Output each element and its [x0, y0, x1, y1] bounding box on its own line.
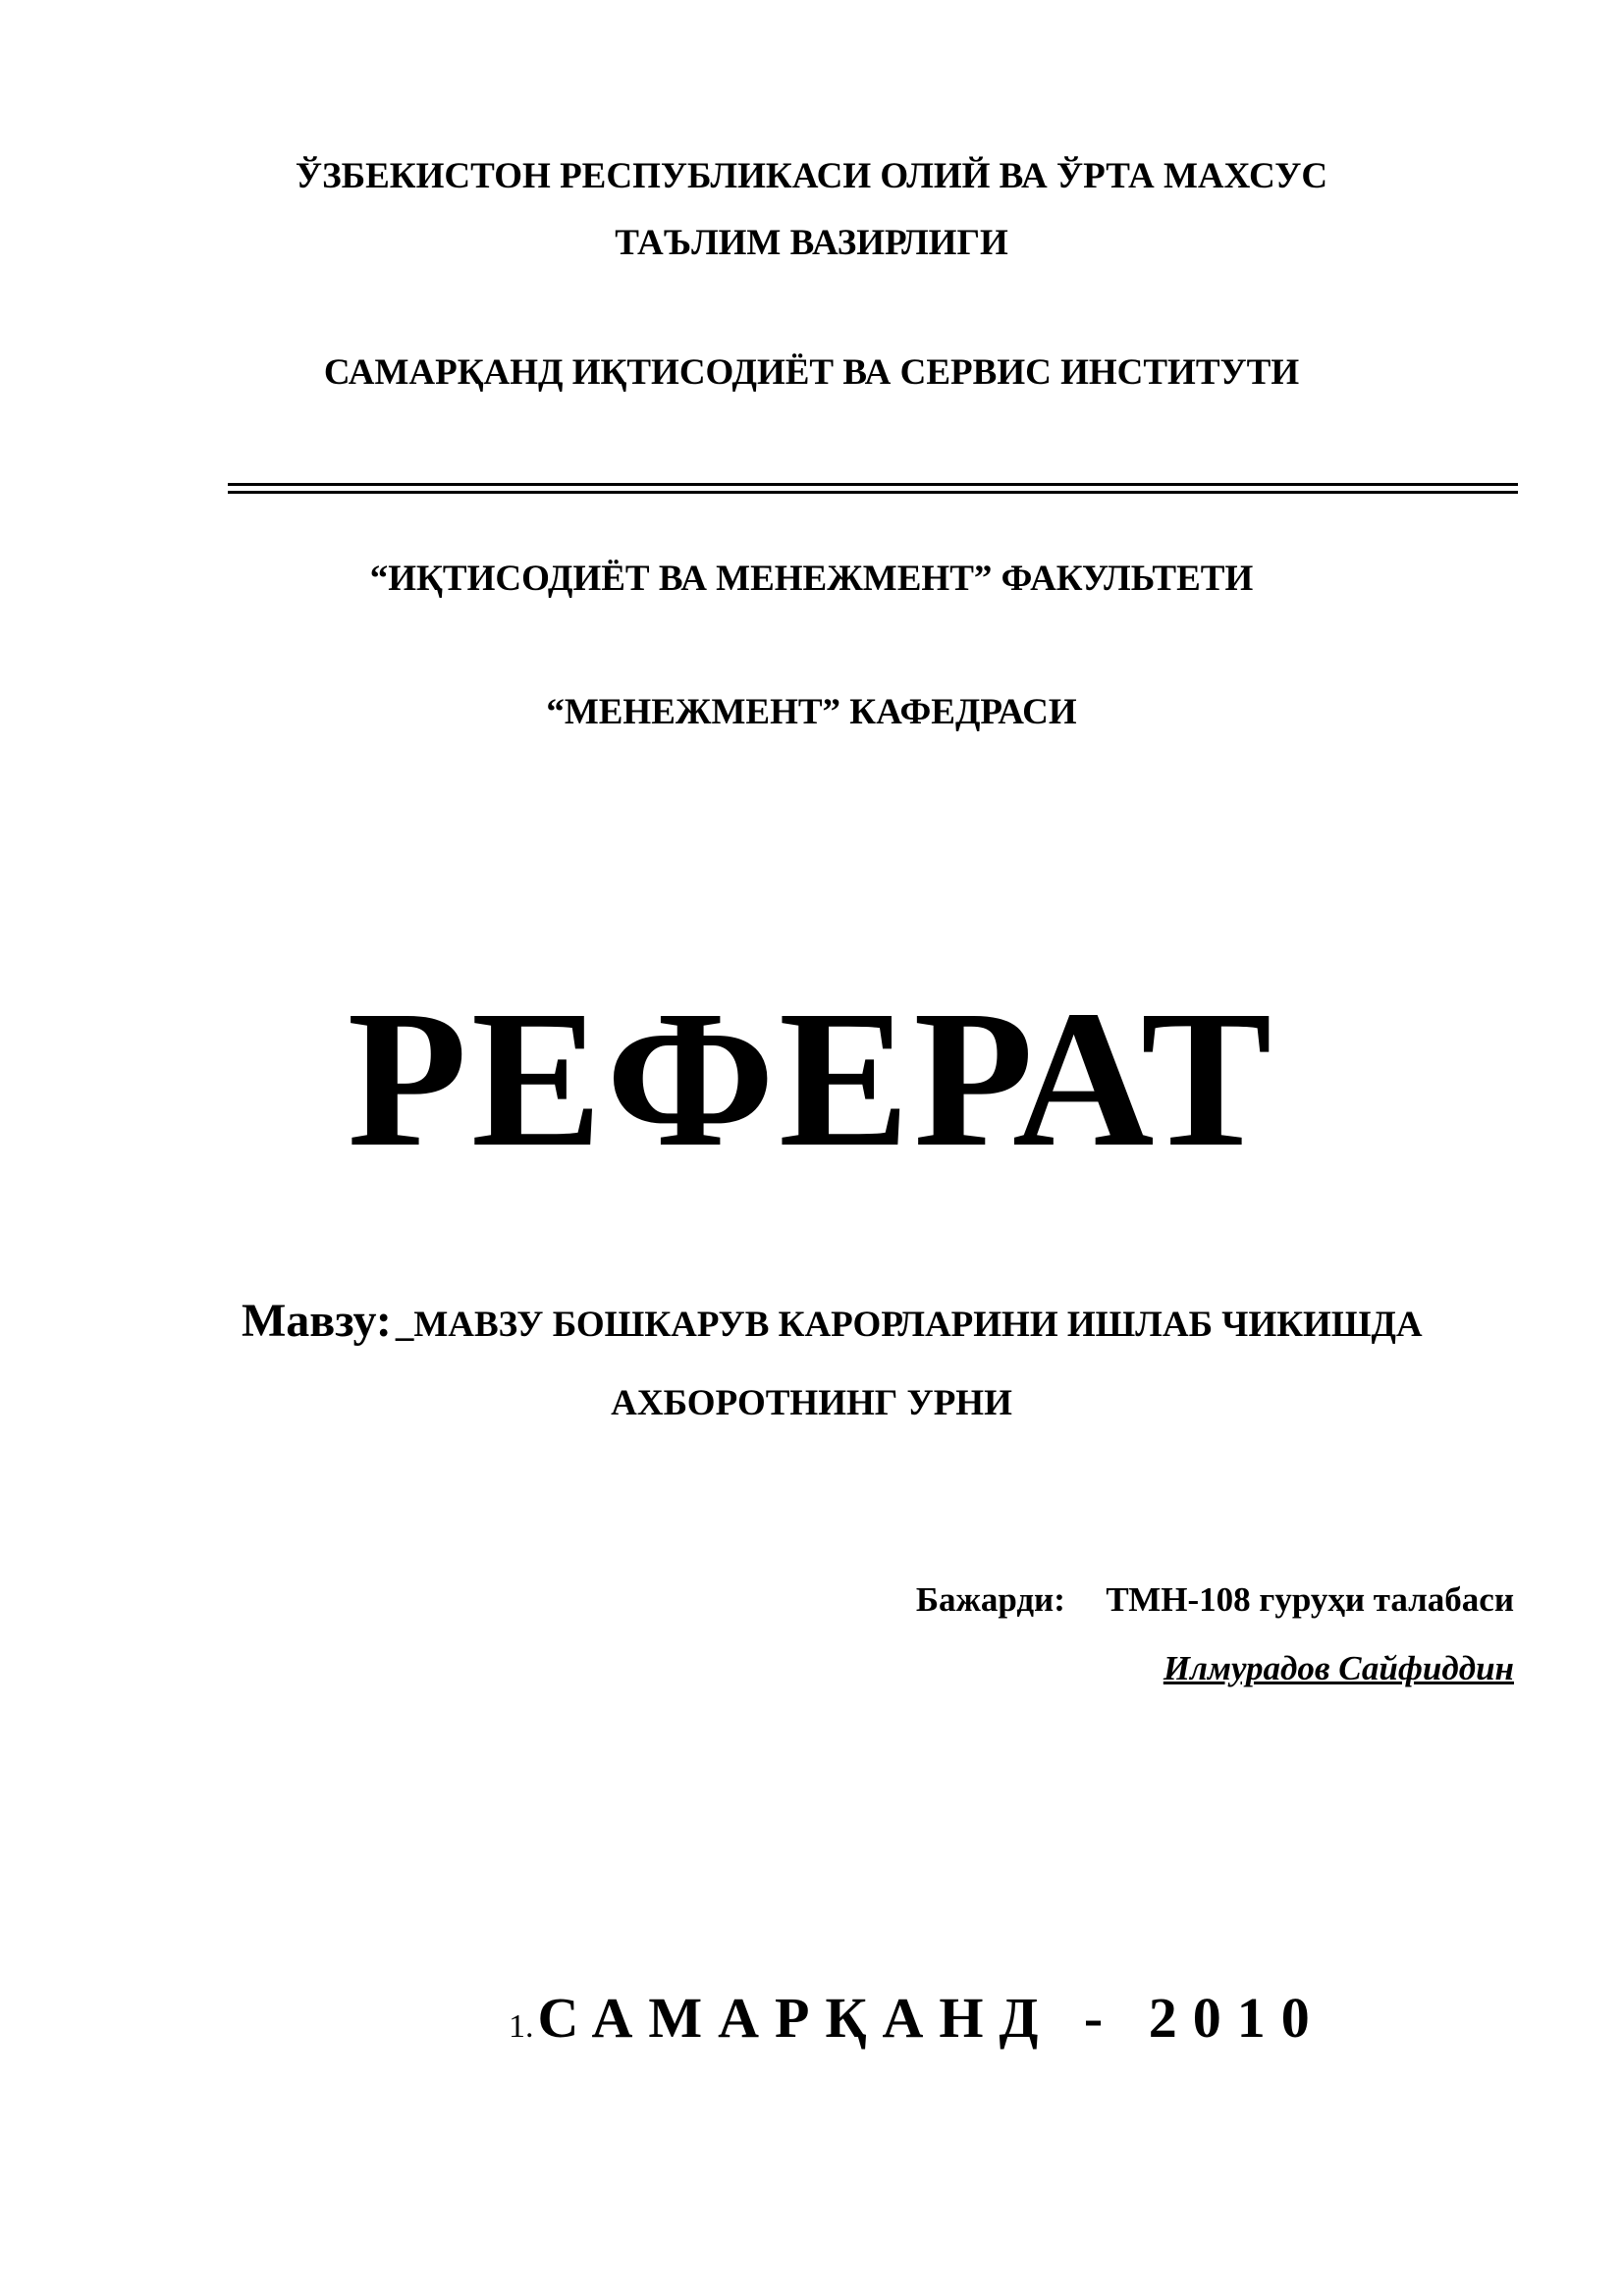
- topic-text-line-2: АХБОРОТНИНГ УРНИ: [611, 1383, 1012, 1423]
- topic-line-1: [242, 1294, 1423, 1348]
- student-name: Илмурадов Сайфиддин: [1163, 1649, 1514, 1687]
- footer-number: 1.: [509, 2008, 534, 2045]
- topic-text-line-1: _МАВЗУ БОШКАРУВ КАРОРЛАРИНИ ИШЛАБ ЧИКИШДА: [395, 1305, 1423, 1345]
- footer-city-year: САМАРҚАНД - 2010: [537, 1986, 1325, 2050]
- footer-line: [509, 1985, 1325, 2051]
- ministry-title-line-2: ТАЪЛИМ ВАЗИРЛИГИ: [615, 223, 1008, 263]
- performer-line: [916, 1580, 1514, 1620]
- performer-label: Бажарди:: [915, 1580, 1065, 1619]
- institute-title: САМАРҚАНД ИҚТИСОДИЁТ ВА СЕРВИС ИНСТИТУТИ: [323, 352, 1300, 393]
- divider-line-top: [228, 483, 1518, 486]
- department-title: “МЕНЕЖМЕНТ” КАФЕДРАСИ: [546, 692, 1077, 732]
- document-type-heading: РЕФЕРАТ: [347, 971, 1276, 1188]
- faculty-title: “ИҚТИСОДИЁТ ВА МЕНЕЖМЕНТ” ФАКУЛЬТЕТИ: [369, 559, 1254, 599]
- ministry-title-line-1: ЎЗБЕКИСТОН РЕСПУБЛИКАСИ ОЛИЙ ВА ЎРТА МАХСУС: [295, 156, 1328, 196]
- divider-line-bottom: [228, 491, 1518, 494]
- topic-label: Мавзу:: [242, 1295, 392, 1347]
- performer-group: ТМН-108 гуруҳи талабаси: [1106, 1580, 1514, 1619]
